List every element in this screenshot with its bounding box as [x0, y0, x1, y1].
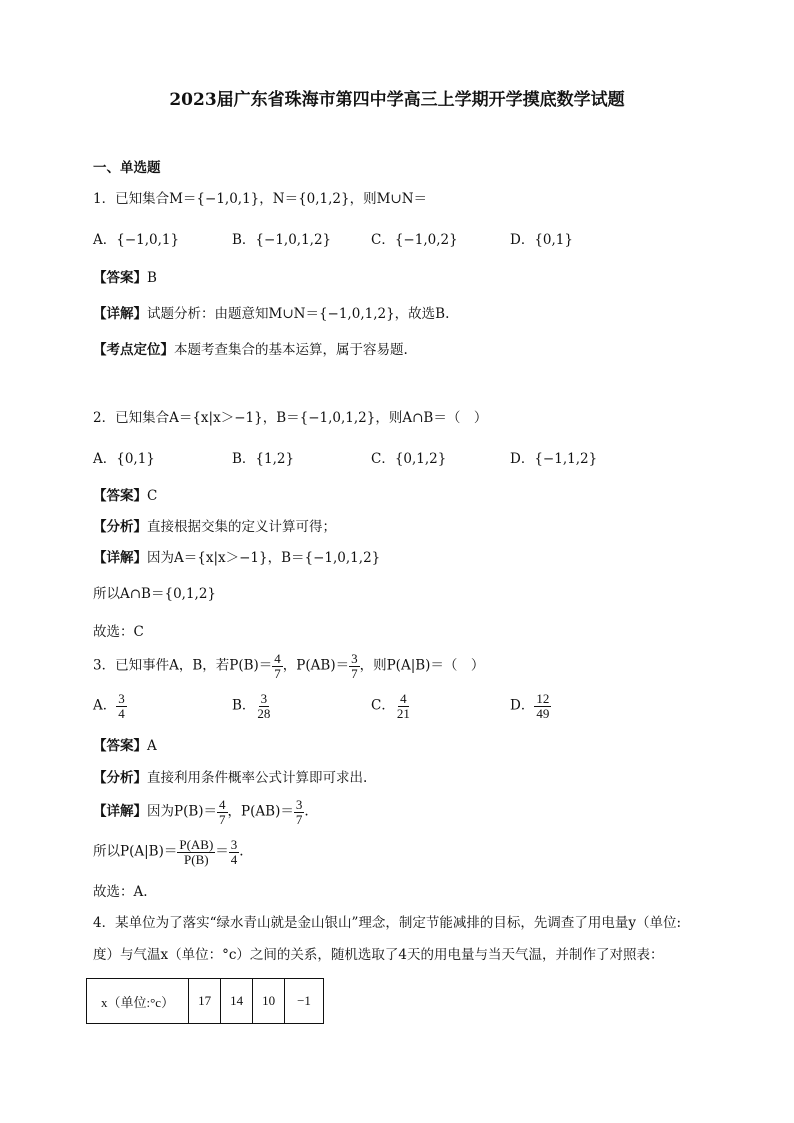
fraction-denominator: 7 — [351, 665, 358, 681]
option-fraction — [116, 692, 127, 720]
q2-analysis-line — [93, 521, 336, 535]
q4-stem-line-1: 4．某单位为了落实“绿水青山就是金山银山”理念，制定节能减排的目标，先调查了用电量y（单位: — [93, 915, 682, 931]
fraction-denominator: 4 — [230, 851, 238, 867]
q3-formula-pre: 所以P(A|B)＝ — [93, 843, 178, 860]
fraction-numerator: 3 — [260, 691, 268, 706]
q3-detail-line — [93, 798, 309, 826]
q3-conclusion: 故选：A. — [93, 884, 148, 900]
q3-stem-post: ，则P(A|B)＝（ ） — [359, 657, 485, 674]
fraction-numerator: 3 — [230, 837, 238, 852]
option-letter: B． — [232, 697, 256, 714]
q3-detail-pre: 因为P(B)＝ — [147, 803, 218, 820]
fraction-denominator: 7 — [274, 665, 281, 681]
table-row — [87, 979, 324, 1024]
q3-option-b — [232, 692, 272, 720]
fraction-denominator: 49 — [536, 705, 550, 721]
q1-option-a: A．{−1,0,1} — [93, 232, 180, 248]
q3-stem-mid: ，P(AB)＝ — [282, 657, 350, 674]
q2-option-c: C．{0,1,2} — [371, 451, 447, 467]
option-letter: A． — [93, 697, 117, 714]
answer-tag: 【答案】 — [93, 738, 147, 754]
table-cell: 17 — [189, 979, 221, 1024]
q3-answer-line — [93, 740, 157, 754]
option-letter: C． — [371, 697, 395, 714]
pb-fraction — [217, 798, 228, 826]
page-title: 2023届广东省珠海市第四中学高三上学期开学摸底数学试题 — [169, 90, 625, 110]
detail-tag: 【详解】 — [93, 803, 147, 820]
detail-tag: 【详解】 — [93, 306, 147, 322]
conditional-fraction — [177, 838, 215, 866]
q3-stem-pre: 3．已知事件A，B，若P(B)＝ — [93, 657, 273, 674]
answer-tag: 【答案】 — [93, 270, 147, 286]
q2-analysis: 直接根据交集的定义计算可得； — [147, 519, 336, 535]
q2-detail-line — [93, 552, 380, 566]
q2-option-d: D．{−1,1,2} — [510, 451, 598, 467]
option-fraction — [534, 692, 551, 720]
q2-conclusion: 故选：C — [93, 624, 144, 640]
q3-detail-post: . — [304, 803, 309, 820]
fraction-numerator: 3 — [295, 797, 303, 812]
q2-answer: C — [147, 488, 158, 504]
q1-option-d: D．{0,1} — [510, 232, 573, 248]
analysis-tag: 【分析】 — [93, 770, 147, 786]
q1-point-line — [93, 344, 408, 358]
fraction-denominator: 28 — [257, 705, 271, 721]
result-fraction — [229, 838, 240, 866]
q3-analysis: 直接利用条件概率公式计算即可求出. — [147, 770, 368, 786]
equals-sign: ＝ — [215, 843, 229, 860]
q1-answer-line — [93, 272, 157, 286]
table-cell: 10 — [253, 979, 285, 1024]
fraction-numerator: P(AB) — [179, 837, 214, 852]
q2-stem: 2．已知集合A＝{x|x＞−1}，B＝{−1,0,1,2}，则A∩B＝（ ） — [93, 410, 488, 426]
q3-stem — [93, 652, 484, 680]
q1-detail: 试题分析：由题意知M∪N＝{−1,0,1,2}，故选B. — [147, 306, 450, 322]
q3-option-c — [371, 692, 412, 720]
q3-formula-post: . — [239, 843, 244, 860]
q2-detail: 因为A＝{x|x＞−1}，B＝{−1,0,1,2} — [147, 550, 381, 566]
q2-option-a: A．{0,1} — [93, 451, 155, 467]
q1-option-b: B．{−1,0,1,2} — [232, 232, 332, 248]
q3-formula-line — [93, 838, 244, 866]
table-cell: 14 — [221, 979, 253, 1024]
fraction-denominator: 4 — [118, 705, 125, 721]
option-letter: D． — [510, 697, 535, 714]
option-fraction — [255, 692, 272, 720]
q1-option-c: C．{−1,0,2} — [371, 232, 458, 248]
q3-option-d — [510, 692, 551, 720]
point-tag: 【考点定位】 — [93, 342, 174, 358]
fraction-denominator: P(B) — [184, 851, 209, 867]
q3-detail-mid: ，P(AB)＝ — [227, 803, 294, 820]
q1-point: 本题考查集合的基本运算，属于容易题. — [174, 342, 408, 358]
q3-analysis-line — [93, 772, 367, 786]
table-cell: −1 — [285, 979, 324, 1024]
fraction-numerator: 12 — [536, 691, 550, 706]
section-heading: 一、单选题 — [93, 160, 161, 176]
table-header-cell: x（单位:°c） — [87, 979, 189, 1024]
q1-answer: B — [147, 270, 157, 286]
fraction-numerator: 4 — [219, 797, 226, 812]
pab-fraction — [294, 798, 305, 826]
fraction-denominator: 7 — [219, 811, 226, 827]
analysis-tag: 【分析】 — [93, 519, 147, 535]
answer-tag: 【答案】 — [93, 488, 147, 504]
fraction-numerator: 4 — [274, 651, 281, 666]
fraction-denominator: 7 — [295, 811, 303, 827]
fraction-numerator: 3 — [118, 691, 125, 706]
fraction-numerator: 4 — [400, 691, 407, 706]
q2-option-b: B．{1,2} — [232, 451, 295, 467]
option-fraction — [395, 692, 412, 720]
fraction-numerator: 3 — [351, 651, 358, 666]
q2-answer-line — [93, 490, 157, 504]
q3-option-a — [93, 692, 127, 720]
q3-answer: A — [147, 738, 157, 754]
pab-fraction — [349, 652, 360, 680]
q2-result-line: 所以A∩B＝{0,1,2} — [93, 586, 217, 602]
detail-tag: 【详解】 — [93, 550, 147, 566]
pb-fraction — [272, 652, 283, 680]
temperature-table — [86, 978, 324, 1024]
q1-detail-line — [93, 308, 449, 322]
q1-stem: 1．已知集合M＝{−1,0,1}，N＝{0,1,2}，则M∪N＝ — [93, 191, 428, 207]
q4-stem-line-2: 度）与气温x（单位：°c）之间的关系，随机选取了4天的用电量与当天气温，并制作了对照表： — [93, 947, 664, 963]
fraction-denominator: 21 — [396, 705, 410, 721]
